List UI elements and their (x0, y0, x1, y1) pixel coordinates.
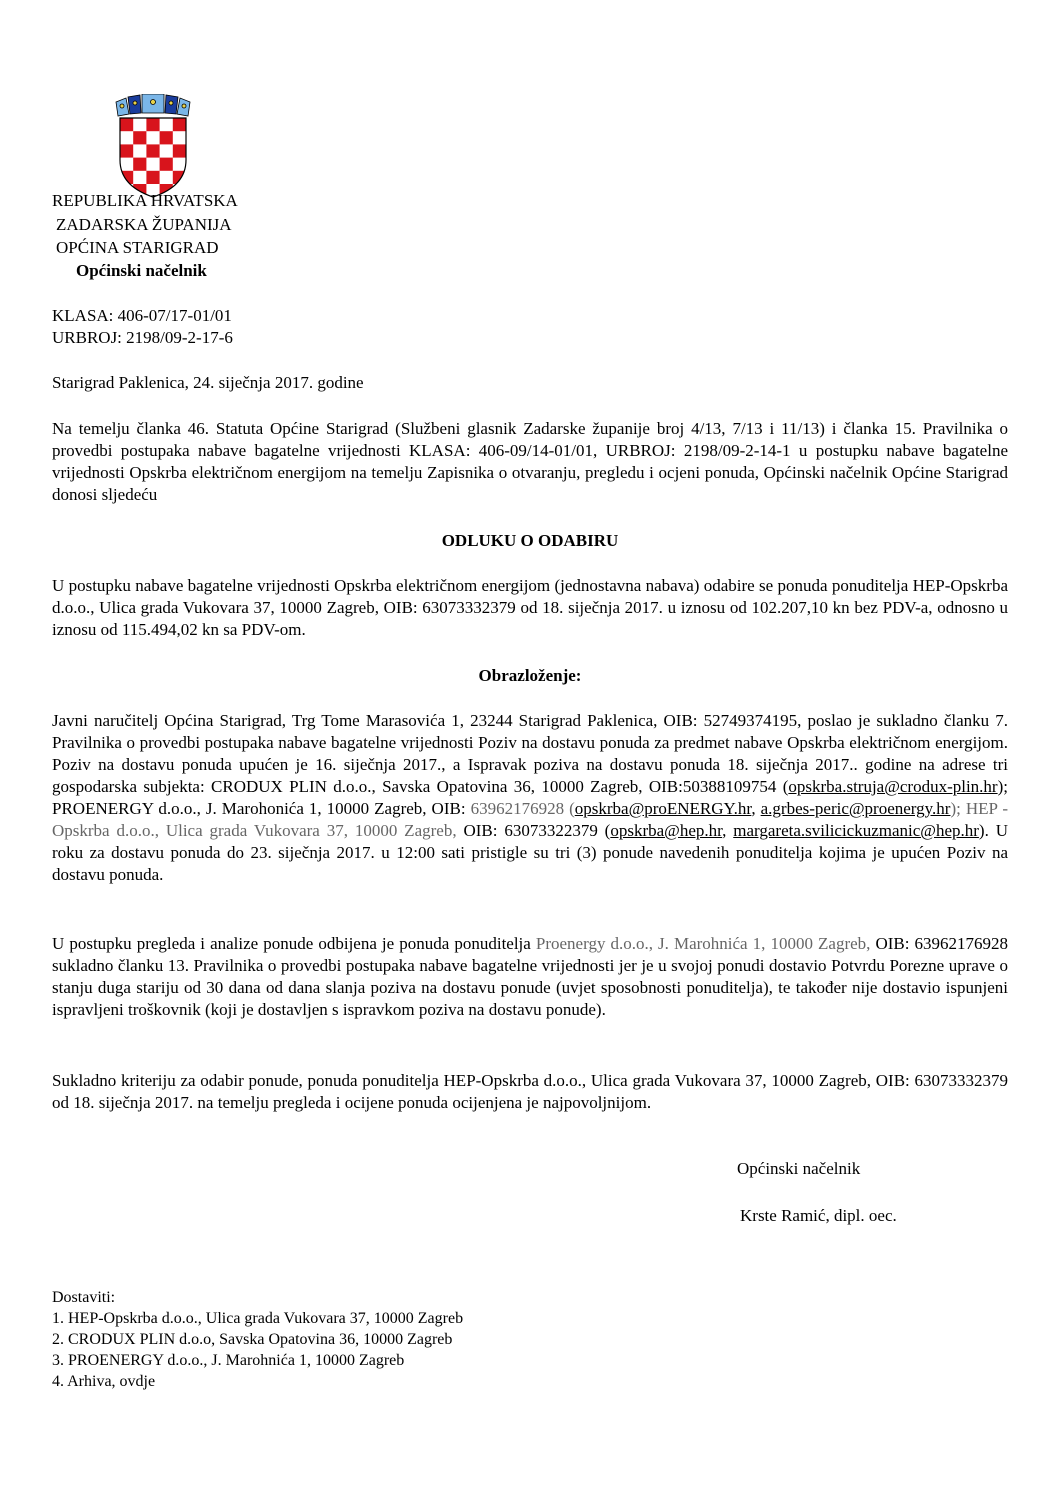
reasoning-text-gray: ); HEP - Opskrba d.o.o., Ulica grada Vukovara 37, 10000 Zagreb, (52, 799, 1009, 840)
email-link-hep[interactable]: opskrba@hep.hr (610, 821, 723, 840)
decision-title: ODLUKU O ODABIRU (441, 531, 619, 550)
reasoning-paragraph-1 (52, 710, 1008, 886)
delivery-title: Dostaviti: (52, 1289, 116, 1306)
reasoning-text: Javni naručitelj Općina Starigrad, Trg Tome Marasovića 1, 23244 Starigrad Paklenica, OIB: 52749374195, poslao je sukladno članku 7. Pravilnika o provedbi postupaka nabave bagatelne vrijednosti Poziv na dostavu ponuda za predmet nabave Opskrba električnom energijom. Poziv na dostavu ponuda upućen je 16. siječnja 2017., a Ispravak poziva na dostavu ponuda 18. siječnja 2017.. godine na adrese tri gospodarska subjekta: CRODUX PLIN d.o.o., Savska Opatovina 36, 10000 Zagreb, OIB:50388109754 ( (52, 711, 1008, 796)
delivery-item: 3. PROENERGY d.o.o., J. Marohnića 1, 10000 Zagreb (52, 1352, 405, 1369)
header-republic: REPUBLIKA HRVATSKA (52, 191, 238, 210)
email-link-proenergy[interactable]: opskrba@proENERGY.hr (574, 799, 752, 818)
delivery-item: 2. CRODUX PLIN d.o.o, Savska Opatovina 36, 10000 Zagreb (52, 1331, 453, 1348)
klasa-reference: KLASA: 406-07/17-01/01 (52, 306, 232, 325)
signature-title: Općinski načelnik (737, 1159, 861, 1178)
reasoning-text-gray: 63962176928 ( (470, 799, 575, 818)
reasoning-text-gray: Proenergy d.o.o., J. Marohnića 1, 10000 Zagreb, (535, 934, 871, 953)
reasoning-text: ). U roku za dostavu ponuda do 23. siječnja 2017. u 12:00 sati pristigle su tri (3) ponude navedenih ponuditelja kojima je upućen Poziv na dostavu ponuda. (52, 821, 1008, 884)
reasoning-text: U postupku pregleda i analize ponude odbijena je ponuda ponuditelja (52, 934, 536, 953)
reasoning-paragraph-2 (52, 933, 1008, 1021)
reasoning-separator: , (722, 821, 734, 840)
urbroj-reference: URBROJ: 2198/09-2-17-6 (52, 328, 233, 347)
header-county: ZADARSKA ŽUPANIJA (56, 215, 232, 234)
delivery-list (52, 1287, 463, 1392)
email-link-proenergy-contact[interactable]: a.grbes-peric@proenergy.hr (760, 799, 951, 818)
decision-paragraph: U postupku nabave bagatelne vrijednosti Opskrba električnom energijom (jednostavna nabava) odabire se ponuda ponuditelja HEP-Opskrba d.o.o., Ulica grada Vukovara 37, 10000 Zagreb, OIB: 63073332379 od 18. siječnja 2017. u iznosu od 102.207,10 kn bez PDV-a, odnosno u iznosu od 115.494,02 kn sa PDV-om. (52, 576, 1008, 639)
intro-paragraph: Na temelju članka 46. Statuta Općine Starigrad (Službeni glasnik Zadarske županije broj 4/13, 7/13 i 11/13) i članka 15. Pravilnika o provedbi postupaka nabave bagatelne vrijednosti KLASA: 406-09/14-01/01, URBROJ: 2198/09-2-14-1 u postupku nabave bagatelne vrijednosti Opskrba električnom energijom na temelju Zapisnika o otvaranju, pregledu i ocjeni ponuda, Općinski načelnik Općine Starigrad donosi sljedeću (52, 419, 1008, 504)
reasoning-text: OIB: 63073322379 ( (456, 821, 611, 840)
reasoning-separator: , (751, 799, 761, 818)
coat-of-arms-icon (112, 94, 194, 198)
signature-name: Krste Ramić, dipl. oec. (740, 1206, 897, 1225)
email-link-hep-contact[interactable]: margareta.svilicickuzmanic@hep.hr (733, 821, 979, 840)
header-office: Općinski načelnik (76, 261, 207, 280)
place-date: Starigrad Paklenica, 24. siječnja 2017. godine (52, 373, 364, 392)
reasoning-paragraph-3: Sukladno kriteriju za odabir ponude, ponuda ponuditelja HEP-Opskrba d.o.o., Ulica grada Vukovara 37, 10000 Zagreb, OIB: 63073332379 od 18. siječnja 2017. na temelju pregleda i ocijene ponuda ocijenjena je najpovoljnijom. (52, 1071, 1008, 1112)
header-municipality: OPĆINA STARIGRAD (56, 238, 219, 257)
delivery-item: 4. Arhiva, ovdje (52, 1373, 156, 1390)
email-link-crodux[interactable]: opskrba.struja@crodux-plin.hr (788, 777, 998, 796)
delivery-item: 1. HEP-Opskrba d.o.o., Ulica grada Vukovara 37, 10000 Zagreb (52, 1310, 464, 1327)
reasoning-text: ); PROENERGY d.o.o., J. Marohonića 1, 10000 Zagreb, OIB: (52, 777, 1008, 818)
reasoning-text: OIB: 63962176928 sukladno članku 13. Pravilnika o provedbi postupaka nabave bagatelne vrijednosti jer je u svojoj ponudi dostavio Potvrdu Porezne uprave o stanju duga stariju od 30 dana od dana slanja poziva na dostavu ponude (uvjet sposobnosti ponuditelja), te također nije dostavio ispunjeni ispravljeni troškovnik (koji je dostavljen s ispravkom poziva na dostavu ponude). (52, 934, 1009, 1019)
reasoning-title: Obrazloženje: (478, 666, 582, 685)
